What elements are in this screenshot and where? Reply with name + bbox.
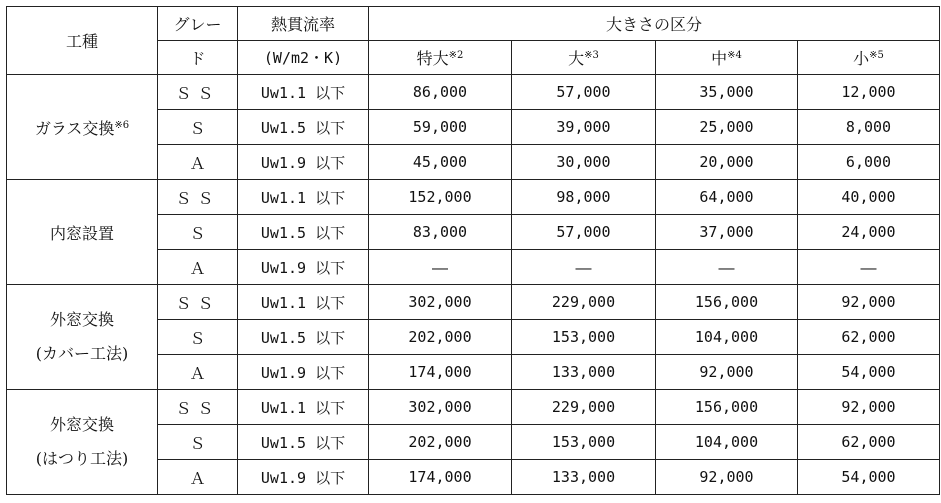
size-header-l	[512, 41, 656, 75]
value-cell: 202,000	[369, 320, 512, 355]
value-cell: 153,000	[512, 425, 656, 460]
size-group-header: 大きさの区分	[369, 7, 940, 41]
grade-cell: ＳＳ	[158, 390, 238, 425]
subsidy-table	[6, 6, 940, 495]
value-cell: 24,000	[798, 215, 940, 250]
grade-cell: Ｓ	[158, 320, 238, 355]
value-cell: ―	[369, 250, 512, 285]
heat-cell: Uw1.9 以下	[238, 250, 369, 285]
table-row	[7, 285, 940, 320]
size-header-xl	[369, 41, 512, 75]
value-cell: ―	[798, 250, 940, 285]
heat-cell: Uw1.5 以下	[238, 215, 369, 250]
value-cell: 20,000	[656, 145, 798, 180]
grade-header-line1: グレー	[158, 7, 238, 41]
grade-cell: ＳＳ	[158, 285, 238, 320]
grade-cell: Ｓ	[158, 215, 238, 250]
value-cell: 37,000	[656, 215, 798, 250]
value-cell: 92,000	[798, 390, 940, 425]
value-cell: 54,000	[798, 460, 940, 495]
heat-cell: Uw1.5 以下	[238, 320, 369, 355]
value-cell: 153,000	[512, 320, 656, 355]
value-cell: 57,000	[512, 75, 656, 110]
value-cell: 152,000	[369, 180, 512, 215]
value-cell: 104,000	[656, 425, 798, 460]
work-type-method: (カバー工法)	[35, 344, 129, 363]
grade-cell: Ａ	[158, 460, 238, 495]
value-cell: 92,000	[656, 355, 798, 390]
grade-cell: Ｓ	[158, 425, 238, 460]
value-cell: 39,000	[512, 110, 656, 145]
value-cell: 302,000	[369, 285, 512, 320]
value-cell: 64,000	[656, 180, 798, 215]
value-cell: 54,000	[798, 355, 940, 390]
heat-cell: Uw1.1 以下	[238, 285, 369, 320]
value-cell: 174,000	[369, 460, 512, 495]
value-cell: 25,000	[656, 110, 798, 145]
size-label: 特大	[416, 49, 449, 68]
value-cell: 45,000	[369, 145, 512, 180]
work-type-cell	[7, 390, 158, 495]
work-type-name: 外窓交換	[49, 310, 114, 329]
heat-cell: Uw1.1 以下	[238, 180, 369, 215]
work-type-cell	[7, 180, 158, 285]
size-note: ※4	[727, 50, 742, 61]
value-cell: 174,000	[369, 355, 512, 390]
grade-header-line2: ド	[158, 41, 238, 75]
work-type-name: 外窓交換	[49, 415, 114, 434]
value-cell: 86,000	[369, 75, 512, 110]
grade-cell: Ａ	[158, 145, 238, 180]
value-cell: 133,000	[512, 460, 656, 495]
size-header-m	[656, 41, 798, 75]
size-label: 大	[568, 49, 585, 68]
value-cell: 30,000	[512, 145, 656, 180]
heat-cell: Uw1.1 以下	[238, 75, 369, 110]
value-cell: 156,000	[656, 390, 798, 425]
header-row-1	[7, 7, 940, 41]
value-cell: 62,000	[798, 320, 940, 355]
grade-cell: ＳＳ	[158, 180, 238, 215]
value-cell: 156,000	[656, 285, 798, 320]
work-type-cell	[7, 75, 158, 180]
heat-cell: Uw1.1 以下	[238, 390, 369, 425]
value-cell: 229,000	[512, 390, 656, 425]
value-cell: 8,000	[798, 110, 940, 145]
size-header-s	[798, 41, 940, 75]
work-type-cell	[7, 285, 158, 390]
size-note: ※2	[448, 50, 464, 61]
value-cell: 59,000	[369, 110, 512, 145]
value-cell: 98,000	[512, 180, 656, 215]
heat-header: 熱貫流率	[238, 7, 369, 41]
value-cell: 57,000	[512, 215, 656, 250]
value-cell: ―	[512, 250, 656, 285]
value-cell: 229,000	[512, 285, 656, 320]
table-row	[7, 75, 940, 110]
work-type-method: (はつり工法)	[35, 449, 129, 468]
value-cell: 202,000	[369, 425, 512, 460]
heat-cell: Uw1.9 以下	[238, 355, 369, 390]
work-type-name: 内窓設置	[49, 223, 114, 243]
heat-cell: Uw1.9 以下	[238, 460, 369, 495]
value-cell: 104,000	[656, 320, 798, 355]
grade-cell: Ｓ	[158, 110, 238, 145]
heat-cell: Uw1.5 以下	[238, 110, 369, 145]
value-cell: ―	[656, 250, 798, 285]
value-cell: 302,000	[369, 390, 512, 425]
grade-cell: Ａ	[158, 355, 238, 390]
size-label: 小	[853, 49, 870, 68]
heat-cell: Uw1.9 以下	[238, 145, 369, 180]
size-note: ※3	[584, 50, 599, 61]
value-cell: 92,000	[798, 285, 940, 320]
value-cell: 92,000	[656, 460, 798, 495]
heat-cell: Uw1.5 以下	[238, 425, 369, 460]
heat-unit-header: (W/m2・K)	[238, 41, 369, 75]
value-cell: 40,000	[798, 180, 940, 215]
grade-cell: Ａ	[158, 250, 238, 285]
work-type-name: ガラス交換	[34, 118, 115, 138]
size-label: 中	[711, 49, 728, 68]
size-note: ※5	[869, 50, 884, 61]
value-cell: 35,000	[656, 75, 798, 110]
type-header: 工種	[7, 7, 158, 75]
value-cell: 62,000	[798, 425, 940, 460]
grade-cell: ＳＳ	[158, 75, 238, 110]
table-row	[7, 390, 940, 425]
value-cell: 133,000	[512, 355, 656, 390]
value-cell: 83,000	[369, 215, 512, 250]
value-cell: 6,000	[798, 145, 940, 180]
work-type-note: ※6	[114, 119, 130, 131]
value-cell: 12,000	[798, 75, 940, 110]
table-row	[7, 180, 940, 215]
